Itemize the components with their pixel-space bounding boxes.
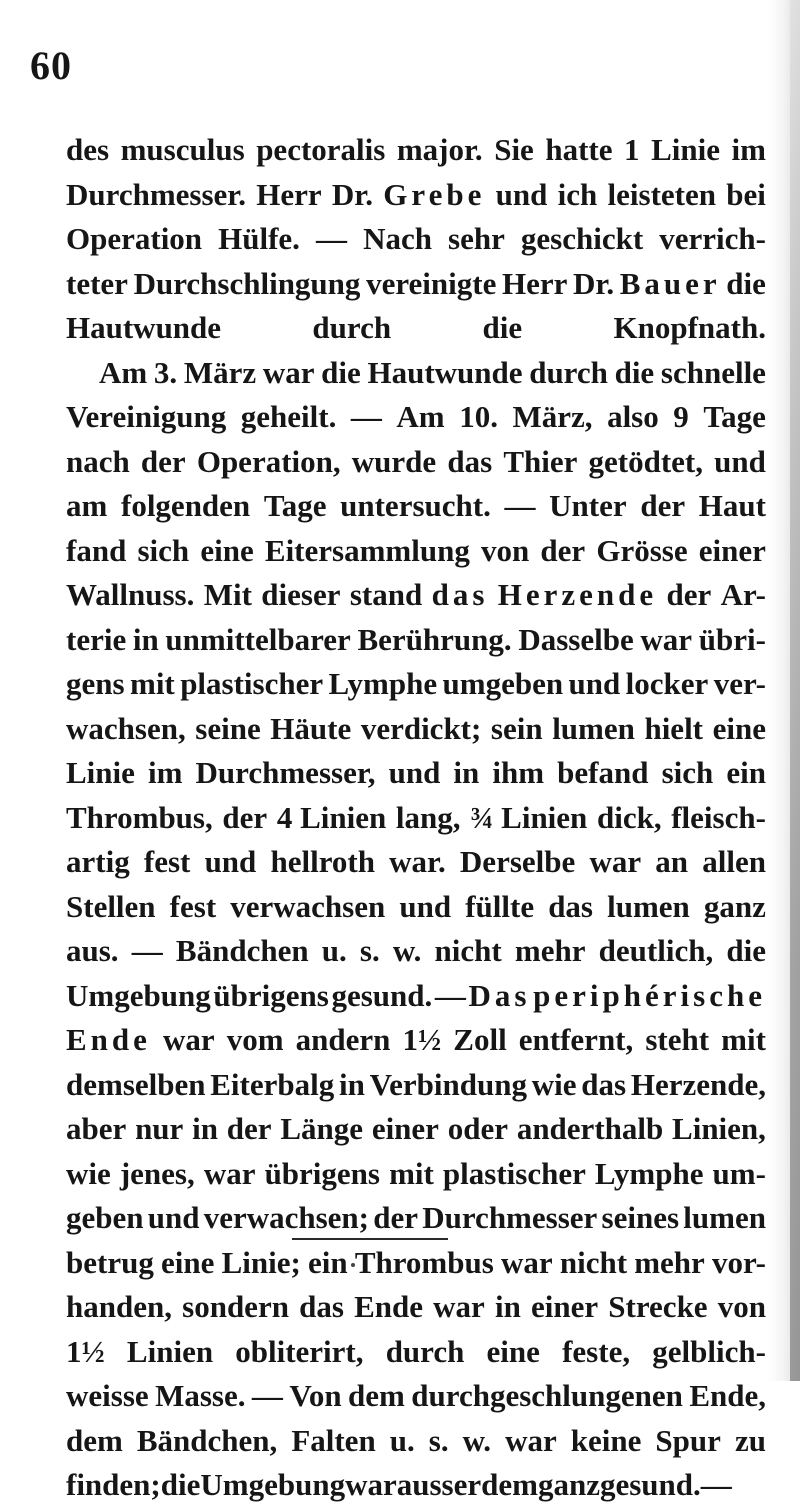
word: der [373, 1200, 418, 1235]
text-line [66, 618, 766, 663]
word: s. [428, 1422, 449, 1458]
word: und [495, 176, 548, 212]
footer-dot [351, 1263, 355, 1267]
text-line [66, 707, 766, 752]
word: übri- [698, 621, 766, 657]
word: und [714, 443, 766, 479]
word: wie [66, 1155, 111, 1191]
word: Ende [66, 1022, 151, 1057]
word: das [581, 1066, 627, 1102]
word: gelblich- [652, 1333, 766, 1369]
text-line [66, 217, 766, 262]
word: Verbindung [369, 1066, 527, 1102]
word: weisse [66, 1378, 149, 1413]
word: Durchschlingung [133, 265, 361, 301]
word: nur [135, 1111, 184, 1146]
word: Bändchen [175, 933, 309, 968]
word: Tage [263, 488, 327, 523]
word: zu [734, 1422, 766, 1458]
word: geben [66, 1200, 144, 1235]
word: mit [389, 1155, 434, 1191]
word: einer [530, 1289, 599, 1324]
word: der [666, 577, 712, 612]
word: — [504, 488, 536, 523]
word: mit [130, 666, 175, 701]
word: von [717, 1289, 766, 1324]
text-line [66, 573, 766, 618]
word: ver- [713, 666, 766, 701]
word: w. [462, 1422, 492, 1458]
word: mehr [634, 1244, 705, 1280]
word: war [433, 1289, 485, 1324]
word: wachsen, [66, 710, 186, 746]
word: und [204, 844, 257, 879]
word: hielt [644, 710, 704, 746]
word: sein [490, 710, 543, 746]
page-edge [790, 0, 800, 1381]
text-line [66, 1419, 766, 1464]
word: folgenden [121, 488, 251, 523]
word: 1 [624, 132, 640, 167]
word: Operation, [196, 443, 341, 479]
word: Tage [703, 399, 766, 434]
word: s. [359, 933, 380, 968]
word: Derselbe [459, 844, 576, 879]
word: der [222, 799, 268, 835]
word: — [350, 399, 382, 434]
word: Bändchen, [136, 1422, 278, 1458]
word: einer [698, 532, 766, 568]
word: ganz [537, 1467, 600, 1502]
word: war [501, 1244, 553, 1280]
word: Grebe [383, 176, 486, 212]
word: seine [195, 710, 261, 746]
word: also [607, 399, 659, 434]
word: Von [289, 1378, 342, 1413]
word: war [163, 1022, 215, 1057]
word: verrich- [659, 221, 766, 256]
word: der [226, 1111, 272, 1146]
word: Knopfnath. [613, 310, 766, 345]
word: verwachsen; [203, 1200, 369, 1235]
word: war [203, 1155, 256, 1191]
word: war [640, 621, 693, 657]
word: eine [161, 1244, 215, 1280]
word: Hülfe. [218, 221, 300, 256]
word: übrigens [213, 977, 329, 1013]
word: durch [385, 1333, 465, 1369]
word: teter [66, 265, 128, 301]
word: plastischer [180, 666, 324, 701]
text-line [66, 1241, 766, 1286]
word: Eitersammlung [264, 532, 470, 568]
text-line [66, 395, 766, 440]
text-line [66, 173, 766, 218]
word: und [388, 755, 441, 790]
word: 10. [459, 399, 498, 434]
word: sich [661, 755, 714, 790]
word: Durchmesser [422, 1200, 598, 1235]
word: 4 Linien [276, 799, 387, 835]
word: betrug [66, 1244, 154, 1280]
text-line [66, 796, 766, 841]
word: in [132, 621, 159, 657]
word: das [548, 888, 593, 924]
word: die [321, 354, 361, 390]
text-line [66, 929, 766, 974]
word: füllte [465, 888, 535, 924]
word: — [700, 1467, 732, 1502]
word: fest [143, 844, 191, 879]
word: Thrombus [354, 1244, 494, 1280]
word: fleisch- [671, 799, 766, 835]
word: die [726, 265, 766, 301]
word: allen [702, 844, 766, 879]
word: obliterirt, [235, 1333, 364, 1369]
word: ihm [492, 755, 545, 790]
word: war [505, 1422, 557, 1458]
word: an [655, 844, 689, 879]
text-line [66, 484, 766, 529]
word: dieser [261, 577, 341, 612]
word: finden; [66, 1467, 161, 1502]
text-line [66, 885, 766, 930]
text-line [66, 662, 766, 707]
word: sondern [182, 1289, 289, 1324]
word: lumen [683, 1200, 766, 1235]
word: anderthalb [516, 1111, 664, 1146]
word: Linien, [672, 1111, 766, 1146]
text-line [66, 529, 766, 574]
word: Haut [698, 488, 766, 523]
word: deutlich, [598, 933, 714, 968]
word: hellroth [270, 844, 375, 879]
word: keine [570, 1422, 642, 1458]
word: Linie [66, 755, 135, 790]
word: verwachsen [230, 888, 386, 924]
word: Grösse [596, 532, 688, 568]
word: wurde [351, 443, 437, 479]
word: Linie; [221, 1244, 301, 1280]
word: lumen [607, 888, 690, 924]
word: Durchmesser, [195, 755, 376, 790]
word: pectoralis [256, 132, 386, 167]
word: Bauer [619, 265, 721, 301]
word: Wallnuss. [66, 577, 195, 612]
word: Ende [354, 1289, 423, 1324]
word: Berührung. [357, 621, 512, 657]
word: seines [601, 1200, 680, 1235]
word: Strecke [608, 1289, 708, 1324]
word: Stellen [66, 888, 156, 924]
word: der [140, 443, 186, 479]
word: Operation [66, 221, 203, 256]
word: sehr [448, 221, 505, 256]
word: März [183, 354, 257, 390]
word: plastischer [442, 1155, 586, 1191]
text-line [66, 351, 766, 396]
word: major. [396, 132, 483, 167]
word: Am [396, 399, 445, 434]
text-line [66, 974, 766, 1019]
text-line [66, 840, 766, 885]
body-text [66, 128, 766, 1508]
word: steht [645, 1022, 710, 1057]
word: Vereinigung [66, 399, 227, 434]
word: dem [66, 1422, 123, 1458]
word: gesund. [331, 977, 433, 1013]
word: andern [295, 1022, 391, 1057]
word: — [251, 1378, 283, 1413]
word: — [434, 977, 466, 1013]
word: — [316, 221, 347, 256]
word: Durchmesser. [66, 176, 246, 212]
word: periphérische [533, 977, 766, 1013]
text-line [66, 1018, 766, 1063]
word: wie [531, 1066, 577, 1102]
word: war [262, 354, 315, 390]
word: in [339, 1066, 365, 1102]
word: aus. [66, 933, 119, 968]
word: entfernt, [518, 1022, 634, 1057]
word: oder [447, 1111, 509, 1146]
word: Am [99, 354, 148, 390]
word: mehr [514, 933, 586, 968]
word: die [614, 354, 655, 390]
word: 9 [673, 399, 689, 434]
word: schnelle [660, 354, 766, 390]
word: artig [66, 844, 130, 879]
word: Spur [655, 1422, 721, 1458]
word: Das [468, 977, 531, 1013]
word: Dr. [573, 265, 615, 301]
word: gens [66, 666, 125, 701]
word: geheilt. [240, 399, 337, 434]
word: Herzende [497, 577, 658, 612]
word: Hautwunde [367, 354, 523, 390]
word: gesund. [599, 1467, 701, 1502]
word: und [568, 666, 621, 701]
word: eine [200, 532, 254, 568]
word: stand [349, 577, 423, 612]
text-line [66, 306, 766, 351]
word: des [66, 132, 110, 167]
word: Dr. [331, 176, 373, 212]
word: in [453, 755, 480, 790]
word: der [640, 488, 686, 523]
word: demselben [66, 1066, 206, 1102]
word: — [131, 933, 163, 968]
word: Masse. [155, 1378, 246, 1413]
word: sich [137, 532, 190, 568]
word: Herzende, [630, 1066, 766, 1102]
word: musculus [120, 132, 245, 167]
word: Zoll [453, 1022, 507, 1057]
text-line [66, 1063, 766, 1108]
word: war [589, 844, 642, 879]
word: ausserdem [396, 1467, 538, 1502]
word: ich [557, 176, 598, 212]
word: ein [308, 1244, 348, 1280]
word: nicht [559, 1244, 628, 1280]
word: ¾ Linien [470, 799, 588, 835]
word: übrigens [264, 1155, 380, 1191]
footer-rule [292, 1238, 448, 1240]
word: Häute [270, 710, 352, 746]
word: am [66, 488, 108, 523]
word: in [192, 1111, 218, 1146]
word: Dasselbe [518, 621, 634, 657]
word: 1½ [66, 1333, 105, 1369]
word: handen, [66, 1289, 172, 1324]
word: dem [348, 1378, 405, 1413]
word: getödtet, [588, 443, 704, 479]
text-line [66, 1285, 766, 1330]
word: Eiterbalg [210, 1066, 335, 1102]
word: und [399, 888, 452, 924]
word: und [147, 1200, 200, 1235]
word: umgeben [442, 666, 564, 701]
word: u. [389, 1422, 415, 1458]
word: Ar- [720, 577, 766, 612]
word: war. [389, 844, 446, 879]
word: Ende, [689, 1378, 766, 1413]
word: unmittelbarer [165, 621, 351, 657]
word: eine [486, 1333, 540, 1369]
text-line [66, 751, 766, 796]
text-line [66, 262, 766, 307]
word: Unter [549, 488, 627, 523]
word: fest [169, 888, 217, 924]
page-number: 60 [30, 43, 72, 88]
word: Hautwunde [66, 310, 222, 345]
word: Herr [256, 176, 322, 212]
text-line [66, 1463, 766, 1508]
word: Lymphe [328, 666, 438, 701]
text-line [66, 1107, 766, 1152]
word: vereinigte [366, 265, 497, 301]
word: März, [512, 399, 593, 434]
word: Mit [203, 577, 252, 612]
word: vor- [712, 1244, 766, 1280]
word: u. [321, 933, 347, 968]
word: w. [392, 933, 422, 968]
word: das [431, 577, 489, 612]
text-line [66, 1196, 766, 1241]
word: ein [726, 755, 766, 790]
word: fand [66, 532, 127, 568]
text-line [66, 128, 766, 173]
word: Länge [280, 1111, 364, 1146]
word: lumen [552, 710, 635, 746]
word: 3. [153, 354, 178, 390]
word: feste, [562, 1333, 631, 1369]
word: durch [529, 354, 608, 390]
word: die [726, 933, 766, 968]
text-line [66, 1330, 766, 1375]
word: durchgeschlungenen [411, 1378, 683, 1413]
word: Lymphe [594, 1155, 704, 1191]
word: hatte [545, 132, 613, 167]
word: das [447, 443, 493, 479]
text-line [66, 440, 766, 485]
word: war [345, 1467, 397, 1502]
word: in [494, 1289, 521, 1324]
word: Herr [501, 265, 568, 301]
word: im [731, 132, 766, 167]
word: geschickt [520, 221, 644, 256]
word: terie [66, 621, 127, 657]
word: Umgebung [66, 977, 211, 1013]
word: Nach [363, 221, 432, 256]
word: Thrombus, [66, 799, 213, 835]
word: ganz [703, 888, 766, 924]
word: Thier [503, 443, 578, 479]
word: der [540, 532, 586, 568]
word: vom [226, 1022, 284, 1057]
word: dick, [596, 799, 662, 835]
word: die [482, 310, 523, 345]
word: jenes, [119, 1155, 195, 1191]
word: die [160, 1467, 201, 1502]
word: untersucht. [340, 488, 491, 523]
word: 1½ [402, 1022, 442, 1057]
word: mit [721, 1022, 766, 1057]
word: aber [66, 1111, 127, 1146]
word: Sie [494, 132, 534, 167]
word: um- [712, 1155, 766, 1191]
word: das [299, 1289, 344, 1324]
word: einer [371, 1111, 439, 1146]
word: Falten [291, 1422, 376, 1458]
word: nach [66, 443, 130, 479]
word: von [481, 532, 530, 568]
word: Umgebung [200, 1467, 346, 1502]
word: locker [625, 666, 709, 701]
word: Linie [651, 132, 720, 167]
word: im [148, 755, 183, 790]
word: lang, [395, 799, 461, 835]
word: verdickt; [360, 710, 482, 746]
text-line [66, 1152, 766, 1197]
word: durch [312, 310, 392, 345]
word: Linien [126, 1333, 214, 1369]
word: leisteten [607, 176, 717, 212]
word: bei [726, 176, 766, 212]
word: befand [557, 755, 649, 790]
word: nicht [434, 933, 502, 968]
word: eine [712, 710, 766, 746]
